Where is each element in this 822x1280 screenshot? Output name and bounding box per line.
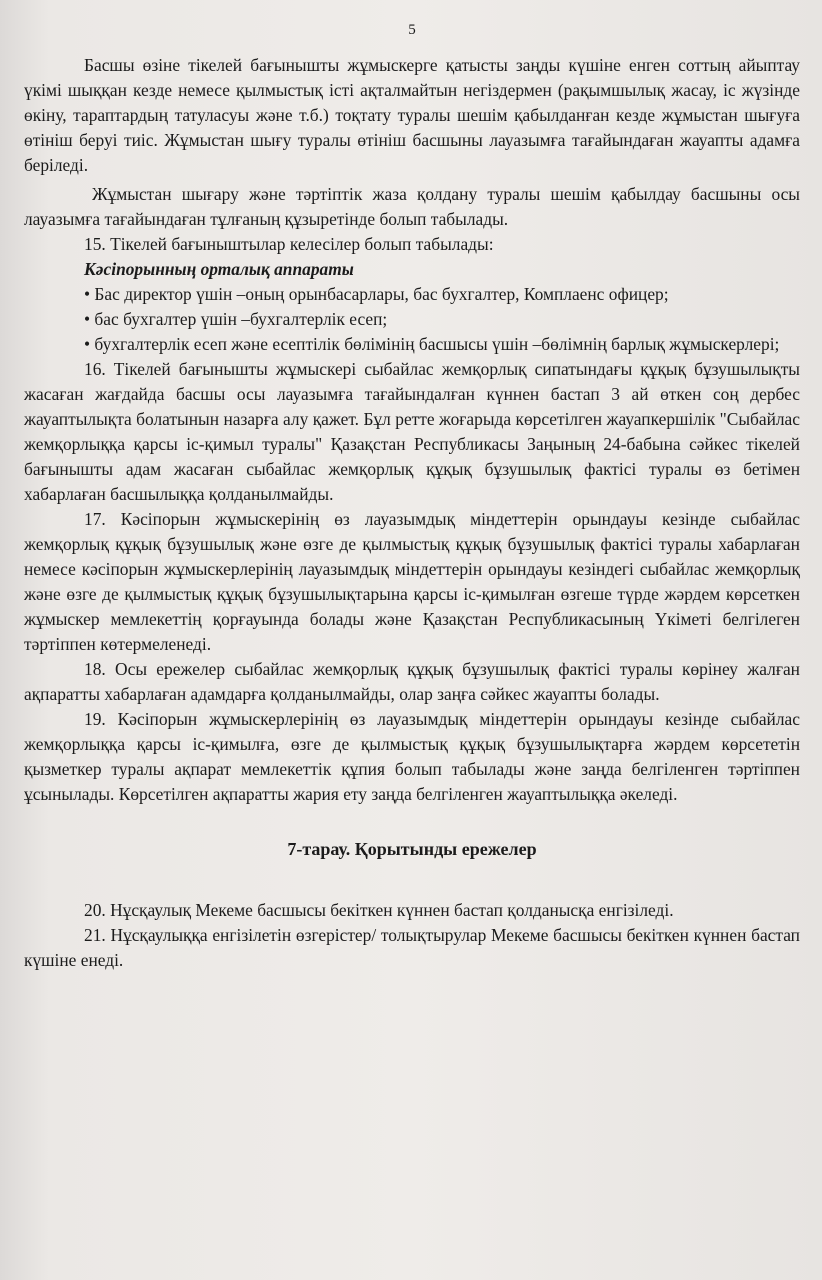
paragraph-dismissal: Жұмыстан шығару және тәртіптік жаза қолдану туралы шешім қабылдау басшыны осы лауазымға тағайындаған тұлғаның құзыретінде болып табылады. xyxy=(24,184,800,229)
chapter-title: 7-тарау. Қорытынды ережелер xyxy=(287,839,537,859)
bullet-item: • бухгалтерлік есеп және есептілік бөлімінің басшысы үшін –бөлімнің барлық жұмыскерлері; xyxy=(84,334,780,354)
section-label: Кәсіпорынның орталық аппараты xyxy=(84,259,354,279)
paragraph-21: 21. Нұсқаулыққа енгізілетін өзгерістер/ толықтырулар Мекеме басшысы бекіткен күннен бастап күшіне енеді. xyxy=(24,925,800,970)
paragraph-17: 17. Кәсіпорын жұмыскерінің өз лауазымдық міндеттерін орындауы кезінде сыбайлас жемқорлық құқық бұзушылық және өзге де қылмыстық құқық бұзушылық фактісі туралы хабарлаған немесе кәсіпорын жұмыскерлерінің лауазымдық міндеттерін орындауы кезіндегі сыбайлас жемқорлық және өзге де қылмыстық құқық бұзушылықтарына қарсы іс-қимылған өзгеше түрде жәрдем көрсеткен жұмыскер мемлекеттің қорғауында болады және Қазақстан Республикасының Үкіметі белгілеген тәртіппен көтермеленеді. xyxy=(24,509,800,654)
paragraph-16: 16. Тікелей бағынышты жұмыскері сыбайлас жемқорлық сипатындағы құқық бұзушылықты жасаған жағдайда басшы осы лауазымға тағайындалған күннен бастап 3 ай өткен соң дербес жауаптылықта болатынын назарға алу қажет. Бұл ретте жоғарыда көрсетілген жауапкершілік "Сыбайлас жемқорлыққа қарсы іс-қимыл туралы" Қазақстан Республикасы Заңының 24-бабына сәйкес тікелей бағынышты адам жасаған сыбайлас жемқорлық құқық бұзушылық фактісі туралы өз бетімен хабарлаған басшылыққа қолданылмайды. xyxy=(24,359,800,504)
paragraph-18: 18. Осы ережелер сыбайлас жемқорлық құқық бұзушылық фактісі туралы көрінеу жалған ақпаратты хабарлаған адамдарға қолданылмайды, олар заңға сәйкес жауапты болады. xyxy=(24,659,800,704)
page-number: 5 xyxy=(408,22,416,38)
paragraph-20: 20. Нұсқаулық Мекеме басшысы бекіткен күннен бастап қолданысқа енгізіледі. xyxy=(84,900,674,920)
paragraph-15: 15. Тікелей бағыныштылар келесілер болып табылады: xyxy=(84,234,494,254)
paragraph-resignation: Басшы өзіне тікелей бағынышты жұмыскерге қатысты заңды күшіне енген соттың айыптау үкімі шыққан кезде немесе қылмыстық істі ақталмайтын негіздермен (рақымшылық жасау, іс жүзінде өкіну, тараптардың татуласуы және т.б.) тоқтату туралы шешім қабылданған кезде жұмыстан шығуға өтініш беруі тиіс. Жұмыстан шығу туралы өтініш басшыны лауазымға тағайындаған жауапты адамға беріледі. xyxy=(24,55,800,175)
paragraph-19: 19. Кәсіпорын жұмыскерлерінің өз лауазымдық міндеттерін орындауы кезінде сыбайлас жемқорлыққа қарсы іс-қимылға, өзге де қылмыстық құқық бұзушылықтарға жәрдем көрсететін қызметкер туралы ақпарат мемлекеттік құпия болып табылады және заңда белгіленген тәртіппен ұсынылады. Көрсетілген ақпаратты жария ету заңда белгіленген жауаптылыққа әкеледі. xyxy=(24,709,800,804)
bullet-item: • бас бухгалтер үшін –бухгалтерлік есеп; xyxy=(84,309,388,329)
bullet-item: • Бас директор үшін –оның орынбасарлары, бас бухгалтер, Комплаенс офицер; xyxy=(84,284,669,304)
